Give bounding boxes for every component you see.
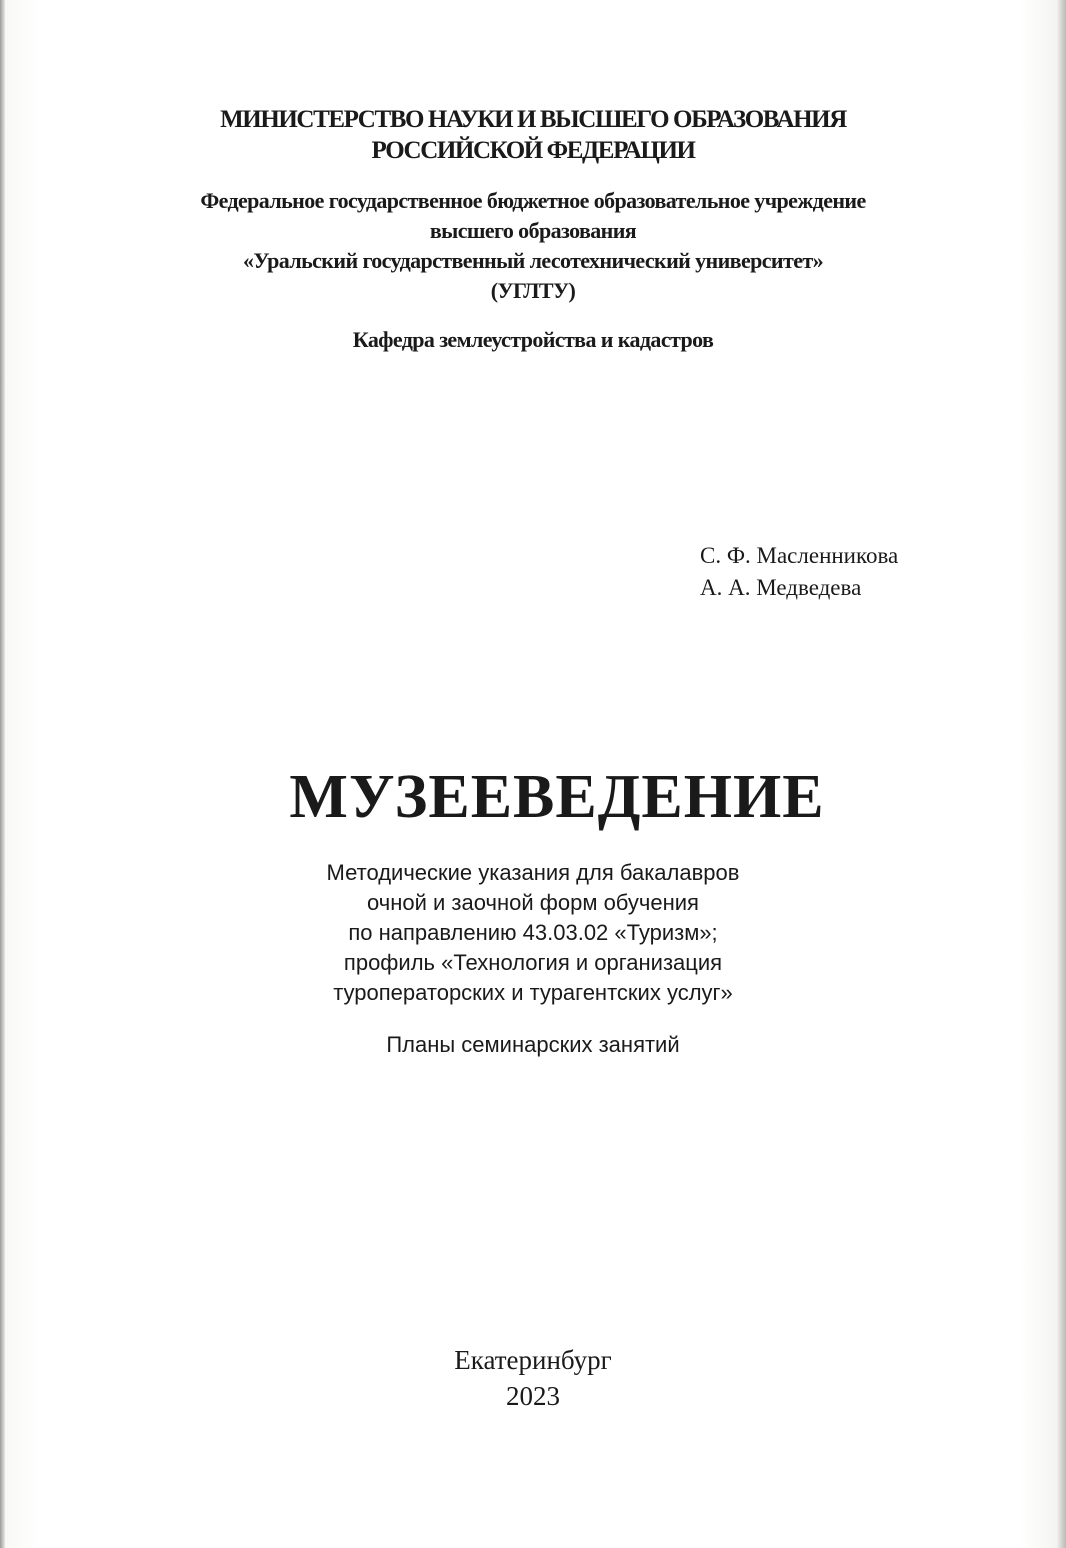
publication-year: 2023 xyxy=(506,1381,560,1411)
plans-caption: Планы семинарских занятий xyxy=(386,1032,680,1057)
subtitle-line: по направлению 43.03.02 «Туризм»; xyxy=(348,920,718,945)
department-name: Кафедра землеустройства и кадастров xyxy=(352,327,714,352)
institution-line: высшего образования xyxy=(429,218,637,243)
author-name: С. Ф. Масленникова xyxy=(700,543,899,568)
subtitle-line: туроператорских и турагентских услуг» xyxy=(333,980,733,1005)
subtitle-line: очной и заочной форм обучения xyxy=(367,890,699,915)
ministry-heading xyxy=(0,104,1066,166)
subtitle-line: профиль «Технология и организация xyxy=(343,950,723,975)
institution-line: «Уральский государственный лесотехнический университет» xyxy=(243,248,823,273)
subtitle-line: Методические указания для бакалавров xyxy=(326,860,740,885)
ministry-line: РОССИЙСКОЙ ФЕДЕРАЦИИ xyxy=(371,137,695,164)
document-title: МУЗЕЕВЕДЕНИЕ xyxy=(289,763,825,831)
institution-heading xyxy=(0,186,1066,306)
ministry-line: МИНИСТЕРСТВО НАУКИ И ВЫСШЕГО ОБРАЗОВАНИЯ xyxy=(220,106,846,133)
document-subtitle xyxy=(0,858,1066,1008)
institution-line: (УГЛТУ) xyxy=(490,278,576,303)
authors-block xyxy=(700,540,898,604)
institution-line: Федеральное государственное бюджетное образовательное учреждение xyxy=(200,188,866,213)
publication-city: Екатеринбург xyxy=(454,1345,612,1375)
author-name: А. А. Медведева xyxy=(700,575,862,600)
